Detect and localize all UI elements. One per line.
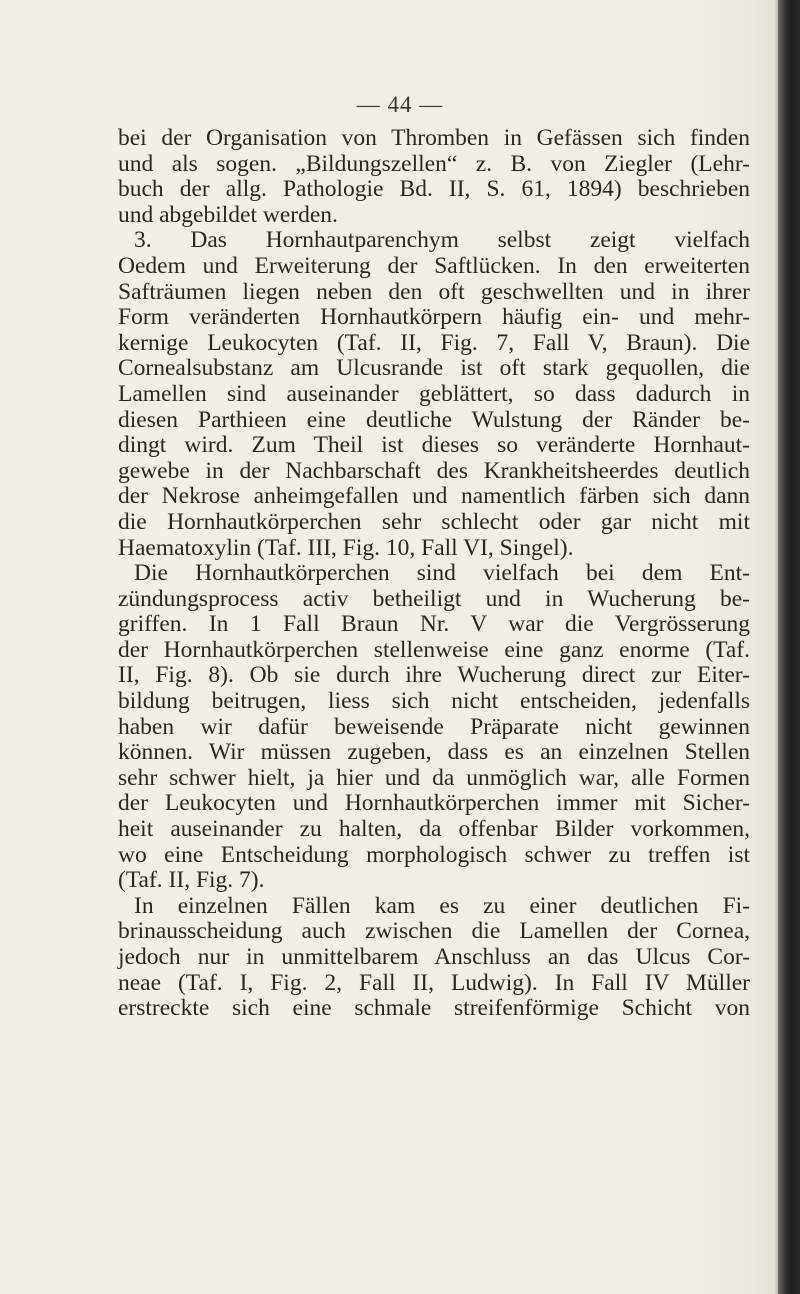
- text-line: bei der Organisation von Thromben in Gefässen sich finden: [118, 125, 750, 151]
- text-line: haben wir dafür beweisende Präparate nicht gewinnen: [118, 713, 750, 740]
- text-line: Lamellen sind auseinander geblättert, so dass dadurch in: [118, 380, 750, 407]
- text-line: erstreckte sich eine schmale streifenförmige Schicht von: [118, 995, 750, 1022]
- text-line: dingt wird. Zum Theil ist dieses so veränderte Hornhaut-: [118, 432, 750, 459]
- section-heading-line: 3. Das Hornhautparenchym selbst zeigt vielfach: [134, 227, 750, 254]
- page-number: — 44 —: [356, 92, 444, 117]
- text-line: der Hornhautkörperchen stellenweise eine ganz enorme (Taf.: [118, 636, 750, 663]
- text-line: und abgebildet werden.: [118, 201, 338, 228]
- text-line: Cornealsubstanz am Ulcusrande ist oft stark gequollen, die: [118, 355, 750, 382]
- page-edge: [778, 0, 800, 1294]
- text-line: Oedem und Erweiterung der Saftlücken. In den erweiterten: [118, 252, 750, 279]
- paragraph-start-line: Die Hornhautkörperchen sind vielfach bei dem Ent-: [134, 560, 750, 587]
- text-line: diesen Parthieen eine deutliche Wulstung der Ränder be-: [118, 406, 750, 433]
- text-line: und als sogen. „Bildungszellen“ z. B. von Ziegler (Lehr-: [118, 150, 750, 177]
- text-line: buch der allg. Pathologie Bd. II, S. 61, 1894) beschrieben: [118, 176, 750, 203]
- body-text: [118, 126, 750, 1022]
- text-line: die Hornhautkörperchen sehr schlecht oder gar nicht mit: [118, 508, 750, 535]
- paragraph-start-line: In einzelnen Fällen kam es zu einer deutlichen Fi-: [134, 892, 750, 919]
- text-line: bildung beitrugen, liess sich nicht entscheiden, jedenfalls: [118, 688, 750, 715]
- text-line: griffen. In 1 Fall Braun Nr. V war die Vergrösserung: [118, 611, 750, 638]
- text-line: heit auseinander zu halten, da offenbar Bilder vorkommen,: [118, 816, 750, 843]
- text-line: sehr schwer hielt, ja hier und da unmöglich war, alle Formen: [118, 764, 750, 791]
- text-line: (Taf. II, Fig. 7).: [118, 867, 265, 894]
- text-line: Haematoxylin (Taf. III, Fig. 10, Fall VI, Singel).: [118, 534, 574, 561]
- text-line: der Nekrose anheimgefallen und namentlich färben sich dann: [118, 483, 750, 510]
- text-line: zündungsprocess activ betheiligt und in Wucherung be-: [118, 585, 750, 612]
- text-line: der Leukocyten und Hornhautkörperchen immer mit Sicher-: [118, 790, 750, 817]
- text-line: brinausscheidung auch zwischen die Lamellen der Cornea,: [118, 918, 750, 945]
- text-line: Form veränderten Hornhautkörpern häufig ein- und mehr-: [118, 304, 750, 331]
- text-line: II, Fig. 8). Ob sie durch ihre Wucherung direct zur Eiter-: [118, 662, 750, 689]
- text-line: neae (Taf. I, Fig. 2, Fall II, Ludwig). In Fall IV Müller: [118, 969, 750, 996]
- text-line: gewebe in der Nachbarschaft des Krankheitsheerdes deutlich: [118, 457, 750, 484]
- text-line: wo eine Entscheidung morphologisch schwer zu treffen ist: [118, 841, 750, 868]
- text-line: können. Wir müssen zugeben, dass es an einzelnen Stellen: [118, 739, 750, 766]
- text-line: jedoch nur in unmittelbarem Anschluss an das Ulcus Cor-: [118, 944, 750, 970]
- text-line: kernige Leukocyten (Taf. II, Fig. 7, Fall V, Braun). Die: [118, 329, 750, 356]
- text-line: Safträumen liegen neben den oft geschwellten und in ihrer: [118, 278, 750, 305]
